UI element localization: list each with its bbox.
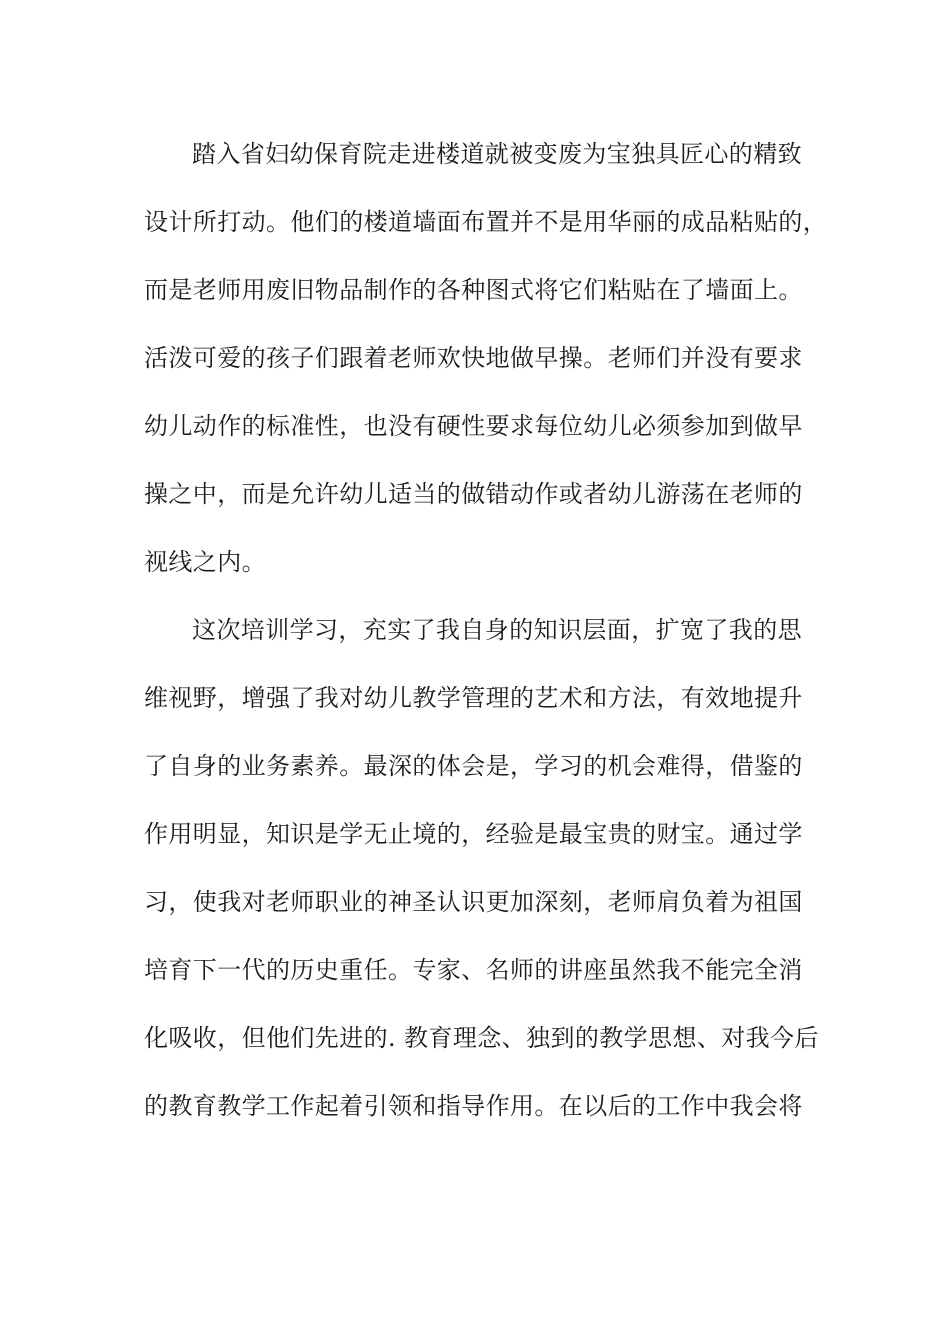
text-line: 的教育教学工作起着引领和指导作用。在以后的工作中我会将 bbox=[144, 1092, 803, 1120]
paragraph-1 bbox=[144, 127, 828, 603]
text-line: 活泼可爱的孩子们跟着老师欢快地做早操。老师们并没有要求 bbox=[144, 344, 803, 372]
text-line: 幼儿动作的标准性，也没有硬性要求每位幼儿必须参加到做早 bbox=[144, 412, 803, 440]
text-line: 设计所打动。他们的楼道墙面布置并不是用华丽的成品粘贴的， bbox=[144, 208, 828, 236]
text-line: 操之中，而是允许幼儿适当的做错动作或者幼儿游荡在老师的 bbox=[144, 480, 803, 508]
text-line: 了自身的业务素养。最深的体会是，学习的机会难得，借鉴的 bbox=[144, 752, 803, 780]
text-line: 视线之内。 bbox=[144, 548, 266, 576]
text-line: 维视野，增强了我对幼儿教学管理的艺术和方法，有效地提升 bbox=[144, 684, 803, 712]
text-line: 培育下一代的历史重任。专家、名师的讲座虽然我不能完全消 bbox=[144, 956, 803, 984]
text-line: 化吸收，但他们先进的. 教育理念、独到的教学思想、对我今后 bbox=[144, 1024, 819, 1052]
text-line: 习，使我对老师职业的神圣认识更加深刻，老师肩负着为祖国 bbox=[144, 888, 803, 916]
document-body bbox=[144, 127, 828, 1147]
text-line: 作用明显，知识是学无止境的，经验是最宝贵的财宝。通过学 bbox=[144, 820, 803, 848]
text-line: 这次培训学习，充实了我自身的知识层面，扩宽了我的思 bbox=[192, 616, 802, 644]
text-line: 而是老师用废旧物品制作的各种图式将它们粘贴在了墙面上。 bbox=[144, 276, 803, 304]
text-line: 踏入省妇幼保育院走进楼道就被变废为宝独具匠心的精致 bbox=[192, 140, 802, 168]
paragraph-2 bbox=[144, 603, 819, 1147]
